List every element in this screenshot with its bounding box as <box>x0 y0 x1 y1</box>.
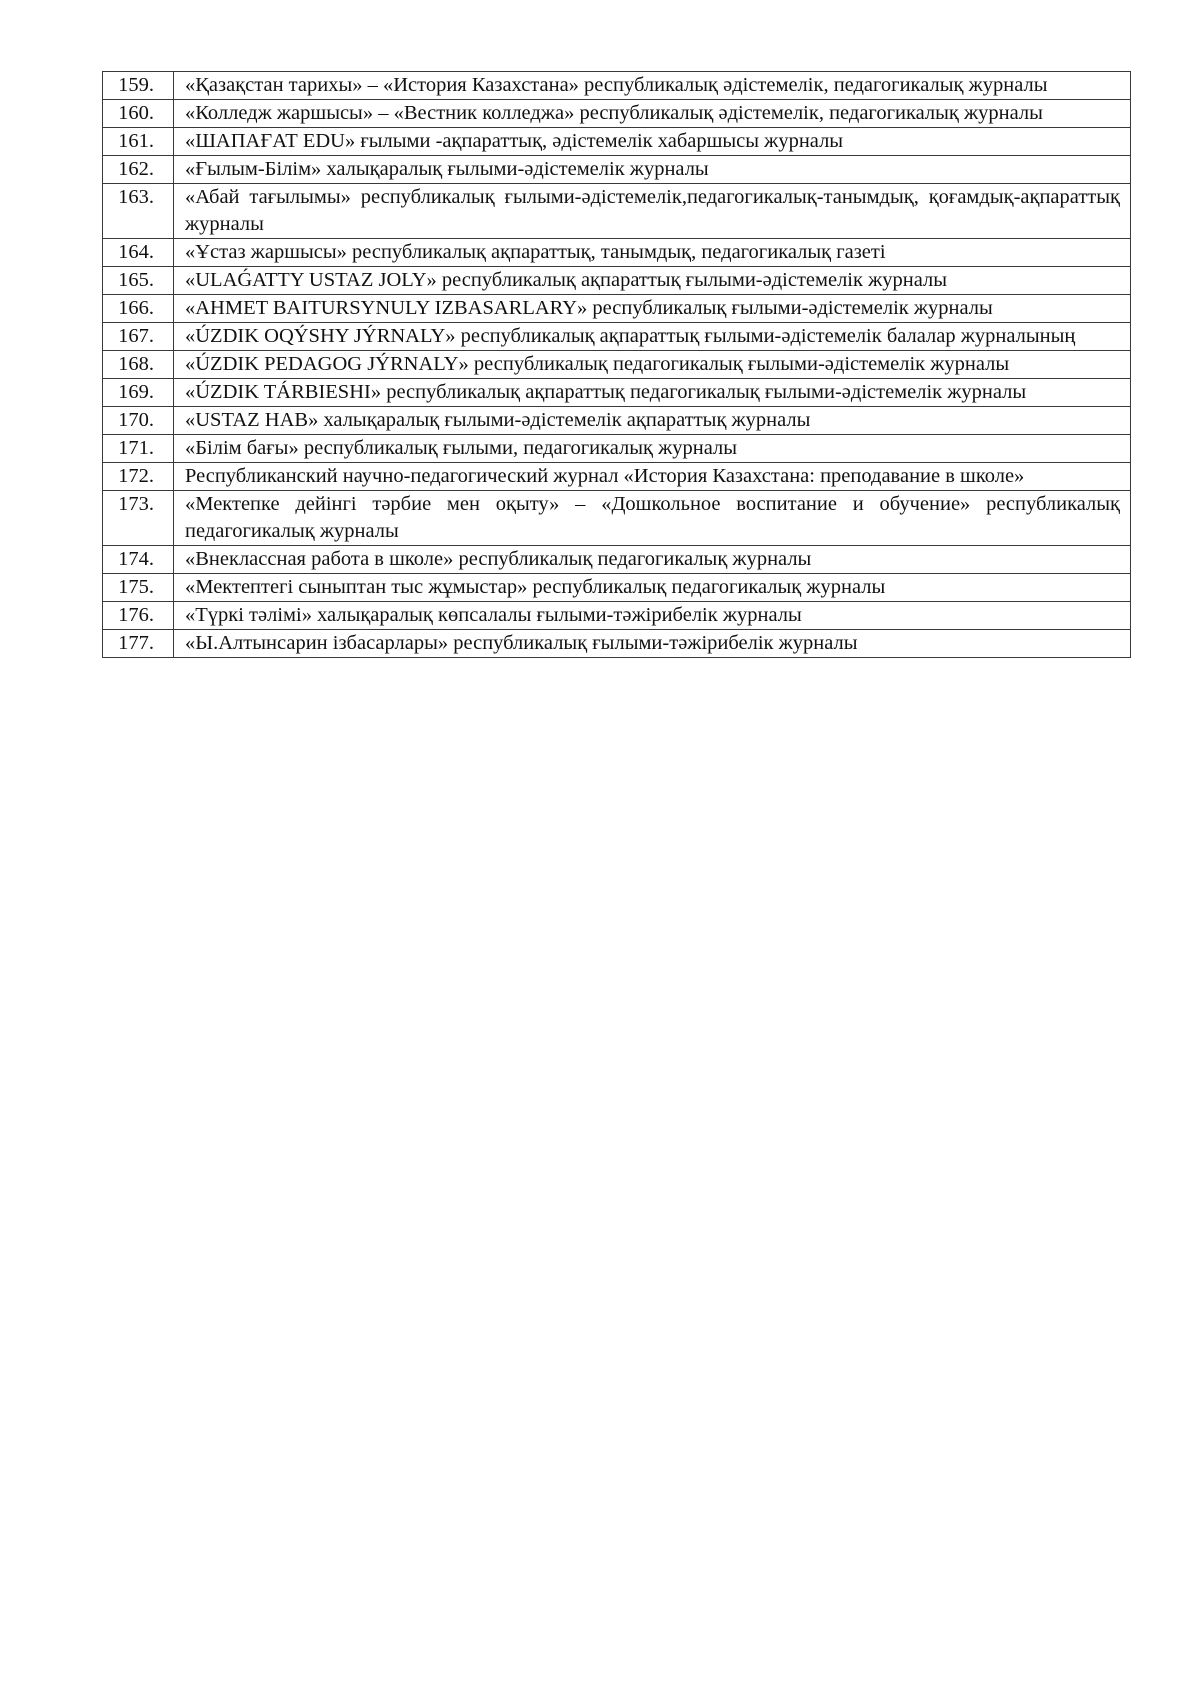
table-row <box>103 491 1131 546</box>
row-number: 173. <box>103 491 174 546</box>
row-number: 162. <box>103 156 174 184</box>
table-row <box>103 379 1131 407</box>
table-row <box>103 602 1131 630</box>
row-number: 159. <box>103 72 174 100</box>
table-row <box>103 100 1131 128</box>
row-number: 169. <box>103 379 174 407</box>
row-number: 165. <box>103 267 174 295</box>
table-row <box>103 323 1131 351</box>
journal-title: «USTAZ HAB» халықаралық ғылыми-әдістемелік ақпараттық журналы <box>174 407 1131 435</box>
table-row <box>103 128 1131 156</box>
row-number: 175. <box>103 574 174 602</box>
table-row <box>103 239 1131 267</box>
journal-title: «Ұстаз жаршысы» республикалық ақпараттық, танымдық, педагогикалық газеті <box>174 239 1131 267</box>
journal-title: «Колледж жаршысы» – «Вестник колледжа» республикалық әдістемелік, педагогикалық журналы <box>174 100 1131 128</box>
journal-title: «Түркі тәлімі» халықаралық көпсалалы ғылыми-тәжірибелік журналы <box>174 602 1131 630</box>
journal-title: «Внеклассная работа в школе» республикалық педагогикалық журналы <box>174 546 1131 574</box>
row-number: 166. <box>103 295 174 323</box>
journal-title: «Мектептегі сыныптан тыс жұмыстар» республикалық педагогикалық журналы <box>174 574 1131 602</box>
row-number: 164. <box>103 239 174 267</box>
table-row <box>103 184 1131 239</box>
row-number: 161. <box>103 128 174 156</box>
row-number: 160. <box>103 100 174 128</box>
row-number: 176. <box>103 602 174 630</box>
table-row <box>103 156 1131 184</box>
row-number: 171. <box>103 435 174 463</box>
table-row <box>103 267 1131 295</box>
journal-title: «ШАПАҒАТ EDU» ғылыми -ақпараттық, әдістемелік хабаршысы журналы <box>174 128 1131 156</box>
table-row <box>103 407 1131 435</box>
row-number: 167. <box>103 323 174 351</box>
journal-title: «AHMET BAITURSYNULY IZBASARLARY» республикалық ғылыми-әдістемелік журналы <box>174 295 1131 323</box>
table-row <box>103 630 1131 658</box>
journal-title: «Ы.Алтынсарин ізбасарлары» республикалық ғылыми-тәжірибелік журналы <box>174 630 1131 658</box>
table-row <box>103 351 1131 379</box>
table-row <box>103 546 1131 574</box>
row-number: 168. <box>103 351 174 379</box>
row-number: 170. <box>103 407 174 435</box>
row-number: 163. <box>103 184 174 239</box>
journal-list-table <box>102 71 1131 658</box>
table-row <box>103 72 1131 100</box>
journal-title: «Ғылым-Білім» халықаралық ғылыми-әдістемелік журналы <box>174 156 1131 184</box>
journal-title: «Абай тағылымы» республикалық ғылыми-әдістемелік,педагогикалық-танымдық, қоғамдық-ақпараттық журналы <box>174 184 1131 239</box>
table-row <box>103 574 1131 602</box>
journal-title: «Қазақстан тарихы» – «История Казахстана» республикалық әдістемелік, педагогикалық журналы <box>174 72 1131 100</box>
journal-title: «ÚZDIK PEDAGOG JÝRNALY» республикалық педагогикалық ғылыми-әдістемелік журналы <box>174 351 1131 379</box>
journal-title: «Білім бағы» республикалық ғылыми, педагогикалық журналы <box>174 435 1131 463</box>
journal-title: Республиканский научно-педагогический журнал «История Казахстана: преподавание в школе» <box>174 463 1131 491</box>
journal-title: «ÚZDIK TÁRBIESHI» республикалық ақпараттық педагогикалық ғылыми-әдістемелік журналы <box>174 379 1131 407</box>
journal-title: «Мектепке дейінгі тәрбие мен оқыту» – «Дошкольное воспитание и обучение» республикалық педагогикалық журналы <box>174 491 1131 546</box>
journal-title: «ÚZDIK OQÝSHY JÝRNALY» республикалық ақпараттық ғылыми-әдістемелік балалар журналының <box>174 323 1131 351</box>
row-number: 177. <box>103 630 174 658</box>
table-row <box>103 295 1131 323</box>
row-number: 172. <box>103 463 174 491</box>
journal-title: «ULAǴATTY USTAZ JOLY» республикалық ақпараттық ғылыми-әдістемелік журналы <box>174 267 1131 295</box>
row-number: 174. <box>103 546 174 574</box>
table-row <box>103 463 1131 491</box>
table-row <box>103 435 1131 463</box>
